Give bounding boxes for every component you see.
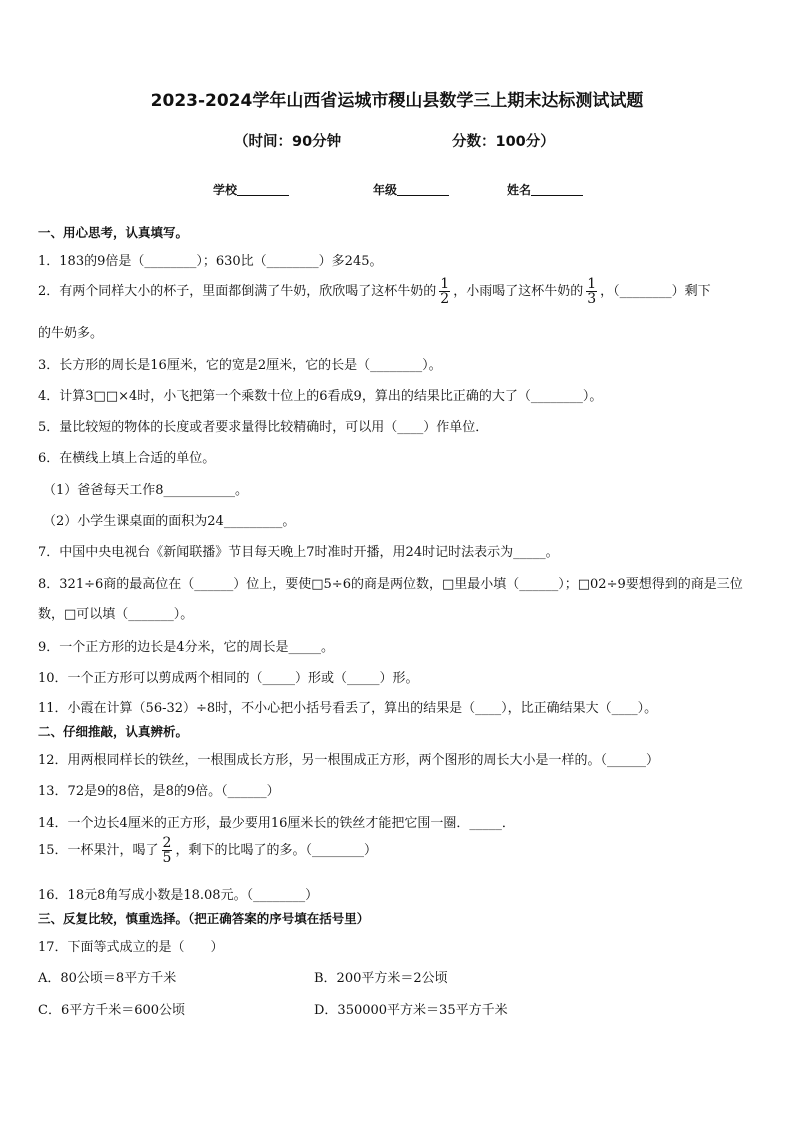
fraction-numerator: 2 — [162, 835, 172, 851]
fraction-denominator: 2 — [440, 291, 450, 307]
fraction-denominator: 5 — [162, 850, 172, 866]
question-1: 1．183的9倍是（________）；630比（________）多245。 — [38, 254, 383, 269]
question-16: 16．18元8角写成小数是18.08元。（________） — [38, 888, 319, 903]
question-15-text-a: 15．一杯果汁，喝了 — [38, 843, 159, 858]
section-3-heading: 三、反复比较，慎重选择。（把正确答案的序号填在括号里） — [38, 911, 370, 926]
option-d: D．350000平方米＝35平方千米 — [314, 1003, 508, 1018]
fraction-numerator: 1 — [587, 276, 597, 292]
question-11: 11．小霞在计算（56-32）÷8时，不小心把小括号看丢了，算出的结果是（____），比正确结果大（____）。 — [38, 701, 658, 716]
exam-score: 分数：100分） — [452, 134, 555, 150]
fraction-one-half — [439, 277, 450, 306]
option-c: C．6平方千米＝600公顷 — [38, 1003, 186, 1018]
grade-blank — [397, 183, 449, 196]
option-a: A．80公顷＝8平方千米 — [38, 971, 177, 986]
question-2-continued: 的牛奶多。 — [38, 326, 104, 341]
school-blank — [237, 183, 289, 196]
section-1-heading: 一、用心思考，认真填写。 — [38, 225, 189, 240]
question-2-text-a: 2．有两个同样大小的杯子，里面都倒满了牛奶，欣欣喝了这杯牛奶的 — [38, 284, 437, 299]
question-3: 3．长方形的周长是16厘米，它的宽是2厘米，它的长是（________）。 — [38, 358, 442, 373]
name-label: 姓名 — [507, 183, 532, 197]
question-6-part-1: （1）爸爸每天工作8___________。 — [43, 483, 249, 498]
question-9: 9．一个正方形的边长是4分米，它的周长是_____。 — [38, 640, 335, 655]
name-blank — [531, 183, 583, 196]
exam-time: （时间：90分钟 — [234, 134, 342, 150]
school-label: 学校 — [213, 183, 238, 197]
fraction-two-fifths — [162, 836, 173, 865]
question-15-text-b: ，剩下的比喝了的多。（________） — [175, 843, 377, 858]
question-8: 8．321÷6商的最高位在（______）位上，要使□5÷6的商是两位数，□里最小填（______）；□02÷9要想得到的商是三位 — [38, 577, 743, 592]
question-2 — [38, 277, 711, 306]
question-10: 10．一个正方形可以剪成两个相同的（_____）形或（_____）形。 — [38, 671, 419, 686]
question-8-continued: 数，□可以填（_______）。 — [38, 607, 194, 622]
question-7: 7．中国中央电视台《新闻联播》节目每天晚上7时准时开播，用24时记时法表示为_____。 — [38, 545, 559, 560]
school-field — [213, 181, 289, 198]
question-6: 6．在横线上填上合适的单位。 — [38, 451, 216, 466]
name-field — [507, 181, 583, 198]
question-12: 12．用两根同样长的铁丝，一根围成长方形，另一根围成正方形，两个图形的周长大小是一样的。（______） — [38, 753, 660, 768]
question-14: 14．一个边长4厘米的正方形，最少要用16厘米长的铁丝才能把它围一圈．_____． — [38, 816, 515, 831]
grade-field — [373, 181, 449, 198]
question-13: 13．72是9的8倍，是8的9倍。（______） — [38, 784, 280, 799]
section-2-heading: 二、仔细推敲，认真辨析。 — [38, 724, 189, 739]
page-title: 2023-2024学年山西省运城市稷山县数学三上期末达标测试试题 — [150, 91, 644, 111]
fraction-denominator: 3 — [587, 291, 597, 307]
question-2-text-b: ，小雨喝了这杯牛奶的 — [453, 284, 584, 299]
grade-label: 年级 — [373, 183, 398, 197]
fraction-numerator: 1 — [440, 276, 450, 292]
question-17: 17．下面等式成立的是（ ） — [38, 940, 224, 955]
question-6-part-2: （2）小学生课桌面的面积为24_________。 — [43, 514, 296, 529]
question-5: 5．量比较短的物体的长度或者要求量得比较精确时，可以用（____）作单位． — [38, 420, 489, 435]
question-2-text-c: ，（________）剩下 — [600, 284, 711, 299]
question-15 — [38, 836, 377, 865]
option-b: B．200平方米＝2公顷 — [314, 971, 448, 986]
question-4: 4．计算3□□×4时，小飞把第一个乘数十位上的6看成9，算出的结果比正确的大了（________）。 — [38, 389, 603, 404]
fraction-one-third — [586, 277, 597, 306]
